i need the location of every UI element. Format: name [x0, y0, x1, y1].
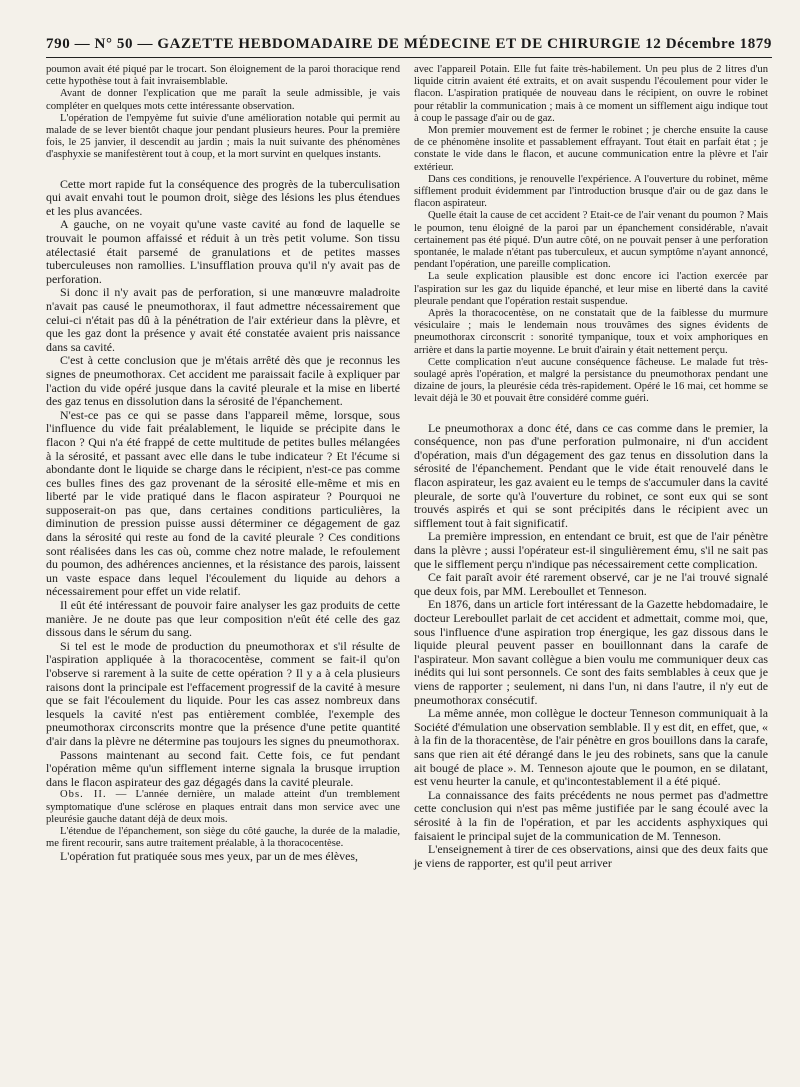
paragraph: Si tel est le mode de production du pneumothorax et s'il résulte de l'aspiration appliquée à la thoracocentèse, comment se fait-il qu'on l'observe si rarement à la suite de cette opération ? Il y a à cela plusieurs raisons dont la principale est l'effacement progressif de la cavité à mesure que se fait l'écoulement du liquide. Pour les cas assez nombreux dans lesquels la cavité n'est pas entièrement comblée, l'exemple des pneumothorax circonscrits montre que la présence d'une petite quantité d'air dans la plèvre ne détermine pas toujours les signes du pneumothorax.: [46, 638, 400, 748]
paragraph: N'est-ce pas ce qui se passe dans l'appareil même, lorsque, sous l'influence du vide fait préalablement, le liquide se précipite dans le flacon ? Qui n'a été frappé de cette multitude de petites bulles mélangées à la sérosité, et passant avec elle dans le tube indicateur ? Et l'écume si abondante dont le liquide se charge dans le récipient, n'est-ce pas comme ces bulles fines des gaz provenant de la sérosité elle-même et mis en liberté par le vide pratiqué dans le flacon aspirateur ? Pourquoi ne supposerait-on pas que, dans certaines conditions particulières, la diminution de pression puisse aussi déterminer ce dégagement de gaz dans la sérosité qui reste au fond de la cavité pleurale ? Ces conditions sont réalisées dans les cas où, comme chez notre malade, le refoulement du poumon, des adhérences anciennes, et la résistance des parois, laissent un vaste espace dans lequel l'écoulement du liquide au dehors a nécessairement pour effet un vide relatif.: [46, 407, 400, 599]
paragraph: Passons maintenant au second fait. Cette fois, ce fut pendant l'opération même qu'un sifflement interne signala la brusque irruption dans le flacon aspirateur des gaz dégagés dans la cavité pleurale.: [46, 747, 400, 789]
paragraph: Après la thoracocentèse, on ne constatait que de la faiblesse du murmure vésiculaire ; mais le lendemain nous trouvâmes des signes évidents de pneumothorax circonscrit : sonorité tympanique, toux et voix amphoriques en arrière et dans la partie moyenne. Le bruit d'airain y était nettement perçu.: [414, 308, 768, 356]
paragraph: Le pneumothorax a donc été, dans ce cas comme dans le premier, la conséquence, non pas d'une perforation pulmonaire, ni d'un accident d'opération, mais d'un dégagement des gaz tenus en dissolution dans la sérosité de l'épanchement. Pendant que le vide était renouvelé dans le flacon aspirateur, les gaz avaient eu le temps de s'accumuler dans la cavité pleurale, de sorte qu'à l'ouverture du robinet, ce sont eux qui se sont trouvés aspirés et qui se sont précipités dans le récipient avec un sifflement tout à fait significatif.: [414, 420, 768, 530]
paragraph: A gauche, on ne voyait qu'une vaste cavité au fond de laquelle se trouvait le poumon affaissé et réduit à un très petit volume. Son tissu atélectasié était parsemé de granulations et de petites masses tuberculeuses non ramollies. L'insufflation prouva qu'il n'y avait pas de perforation.: [46, 217, 400, 286]
paragraph: La seule explication plausible est donc encore ici l'action exercée par l'aspiration sur les gaz du liquide épanché, et leur mise en liberté dans la cavité pleurale pendant que l'opération restait suspendue.: [414, 271, 768, 307]
right-column: [414, 64, 768, 870]
journal-title: GAZETTE HEBDOMADAIRE DE MÉDECINE ET DE CHIRURGIE: [157, 36, 641, 52]
article-columns: [46, 64, 772, 870]
paragraph: Il eût été intéressant de pouvoir faire analyser les gaz produits de cette manière. Je ne doute pas que leur composition n'eût été celle des gaz dissous dans le sérum du sang.: [46, 598, 400, 640]
page-number: 790: [46, 36, 71, 52]
observation-text: — L'année dernière, un malade atteint d'un tremblement symptomatique d'une sclérose en plaques entrait dans mon service avec une pleurésie gauche datant déjà de deux mois.: [46, 789, 400, 825]
running-header: [46, 36, 772, 57]
paragraph: L'étendue de l'épanchement, son siège du côté gauche, la durée de la maladie, me firent recourir, sans autre traitement préalable, à la thoracocentèse.: [46, 825, 400, 850]
paragraph: poumon avait été piqué par le trocart. Son éloignement de la paroi thoracique rend cette hypothèse tout à fait invraisemblable.: [46, 64, 400, 88]
paragraph: Cette mort rapide fut la conséquence des progrès de la tuberculisation qui avait envahi tout le poumon droit, siège des lésions les plus étendues et les plus avancées.: [46, 176, 400, 218]
issue-date: 12 Décembre 1879: [645, 36, 772, 52]
paragraph: C'est à cette conclusion que je m'étais arrêté dès que je reconnus les signes de pneumothorax. Cet accident me paraissait facile à expliquer par l'action du vide opéré jusque dans la cavité pleurale et la mise en liberté des gaz tenus en dissolution dans la sérosité de l'épanchement.: [46, 353, 400, 409]
observation-heading: [46, 789, 400, 826]
paragraph: Ce fait paraît avoir été rarement observé, car je ne l'ai trouvé signalé que deux fois, par MM. Lereboullet et Tenneson.: [414, 570, 768, 598]
paragraph: avec l'appareil Potain. Elle fut faite très-habilement. Un peu plus de 2 litres d'un liquide citrin avaient été extraits, et on avait suspendu l'écoulement pour vider le flacon. L'aspiration pratiquée de nouveau dans le récipient, on ouvre le robinet pour rétablir la communication ; mais à ce moment un sifflement aigu indique tout à coup le passage d'air ou de gaz.: [414, 64, 768, 124]
paragraph: Mon premier mouvement est de fermer le robinet ; je cherche ensuite la cause de ce phénomène insolite et passablement effrayant. Tout était en parfait état ; je constate le vide dans le flacon, et aucune communication entre la plèvre et l'air extérieur.: [414, 125, 768, 173]
paragraph: L'enseignement à tirer de ces observations, ainsi que des deux faits que je viens de rapporter, est qu'il peut arriver: [414, 842, 768, 870]
paragraph: L'opération de l'empyème fut suivie d'une amélioration notable qui permit au malade de se lever bientôt chaque jour pendant plusieurs heures. Pour la première fois, le 25 janvier, il descendit au jardin ; mais la nuit suivante des phénomènes d'asphyxie se manifestèrent tout à coup, et la mort survint en quelques instants.: [46, 112, 400, 161]
paragraph: La connaissance des faits précédents ne nous permet pas d'admettre cette conclusion qui n'est pas même justifiée par le sang écoulé avec la sérosité à la fin de l'opération, et par les accidents asphyxiques qui faisaient le principal sujet de la communication de M. Tenneson.: [414, 787, 768, 843]
paragraph: Avant de donner l'explication que me paraît la seule admissible, je vais compléter en quelques mots cette intéressante observation.: [46, 88, 400, 112]
left-column: [46, 64, 400, 870]
header-rule: [46, 57, 772, 58]
paragraph: La même année, mon collègue le docteur Tenneson communiquait à la Société d'émulation une observation semblable. Il y est dit, en effet, que, « à la fin de la thoracentèse, de l'air pénètre en gros bouillons dans la carafe, sans que rien ait été dérangé dans le jeu des robinets, sans que la canule ait bougé de place ». M. Tenneson ajoute que le poumon, en se dilatant, est venu heurter la canule, et qu'incontestablement il a été piqué.: [414, 706, 768, 789]
paragraph: Cette complication n'eut aucune conséquence fâcheuse. Le malade fut très-soulagé après l'opération, et malgré la persistance du pneumothorax pendant une dizaine de jours, la pleurésie céda très-rapidement. Opéré le 16 mai, cet homme se levait déjà le 30 et pouvait être considéré comme guéri.: [414, 356, 768, 405]
paragraph: La première impression, en entendant ce bruit, est que de l'air pénètre dans la plèvre ; aussi l'opérateur est-il singulièrement ému, s'il ne sait pas que le sifflement perçu n'indique pas nécessairement cette complication.: [414, 529, 768, 571]
issue-number: — N° 50 —: [74, 36, 154, 52]
paragraph: En 1876, dans un article fort intéressant de la Gazette hebdomadaire, le docteur Lereboullet parlait de cet accident et admettait, comme moi, que, sous l'influence d'une aspiration trop énergique, les gaz dissous dans le liquide pleural peuvent passer en bouillonnant dans la carafe de l'aspirateur. Mon savant collègue a bien voulu me communiquer deux cas inédits qui lui sont personnels. Ce sont des faits semblables à ceux que je viens de rapporter ; seulement, ni dans l'un, ni dans l'autre, il n'y eut de pneumothorax consécutif.: [414, 597, 768, 707]
paragraph: Dans ces conditions, je renouvelle l'expérience. A l'ouverture du robinet, même sifflement produit évidemment par l'introduction brusque d'air ou de gaz dans le flacon aspirateur.: [414, 173, 768, 210]
observation-tag: Obs. II.: [60, 789, 107, 801]
paragraph: Quelle était la cause de cet accident ? Etait-ce de l'air venant du poumon ? Mais le poumon, tenu éloigné de la paroi par un épanchement considérable, n'avait certainement pas été piqué. D'un autre côté, on ne pouvait penser à une perforation spontanée, le malade n'étant pas tuberculeux, et aucun symptôme n'ayant annoncé, pendant l'opération, une pareille complication.: [414, 210, 768, 271]
paragraph: L'opération fut pratiquée sous mes yeux, par un de mes élèves,: [60, 849, 358, 864]
paragraph: Si donc il n'y avait pas de perforation, si une manœuvre maladroite n'avait pas causé le pneumothorax, il faut admettre nécessairement que celui-ci n'était pas dû à la pénétration de l'air extérieur dans la plèvre, et que les gaz dont la présence y avait été constatée avaient pris naissance dans sa cavité.: [46, 285, 400, 354]
